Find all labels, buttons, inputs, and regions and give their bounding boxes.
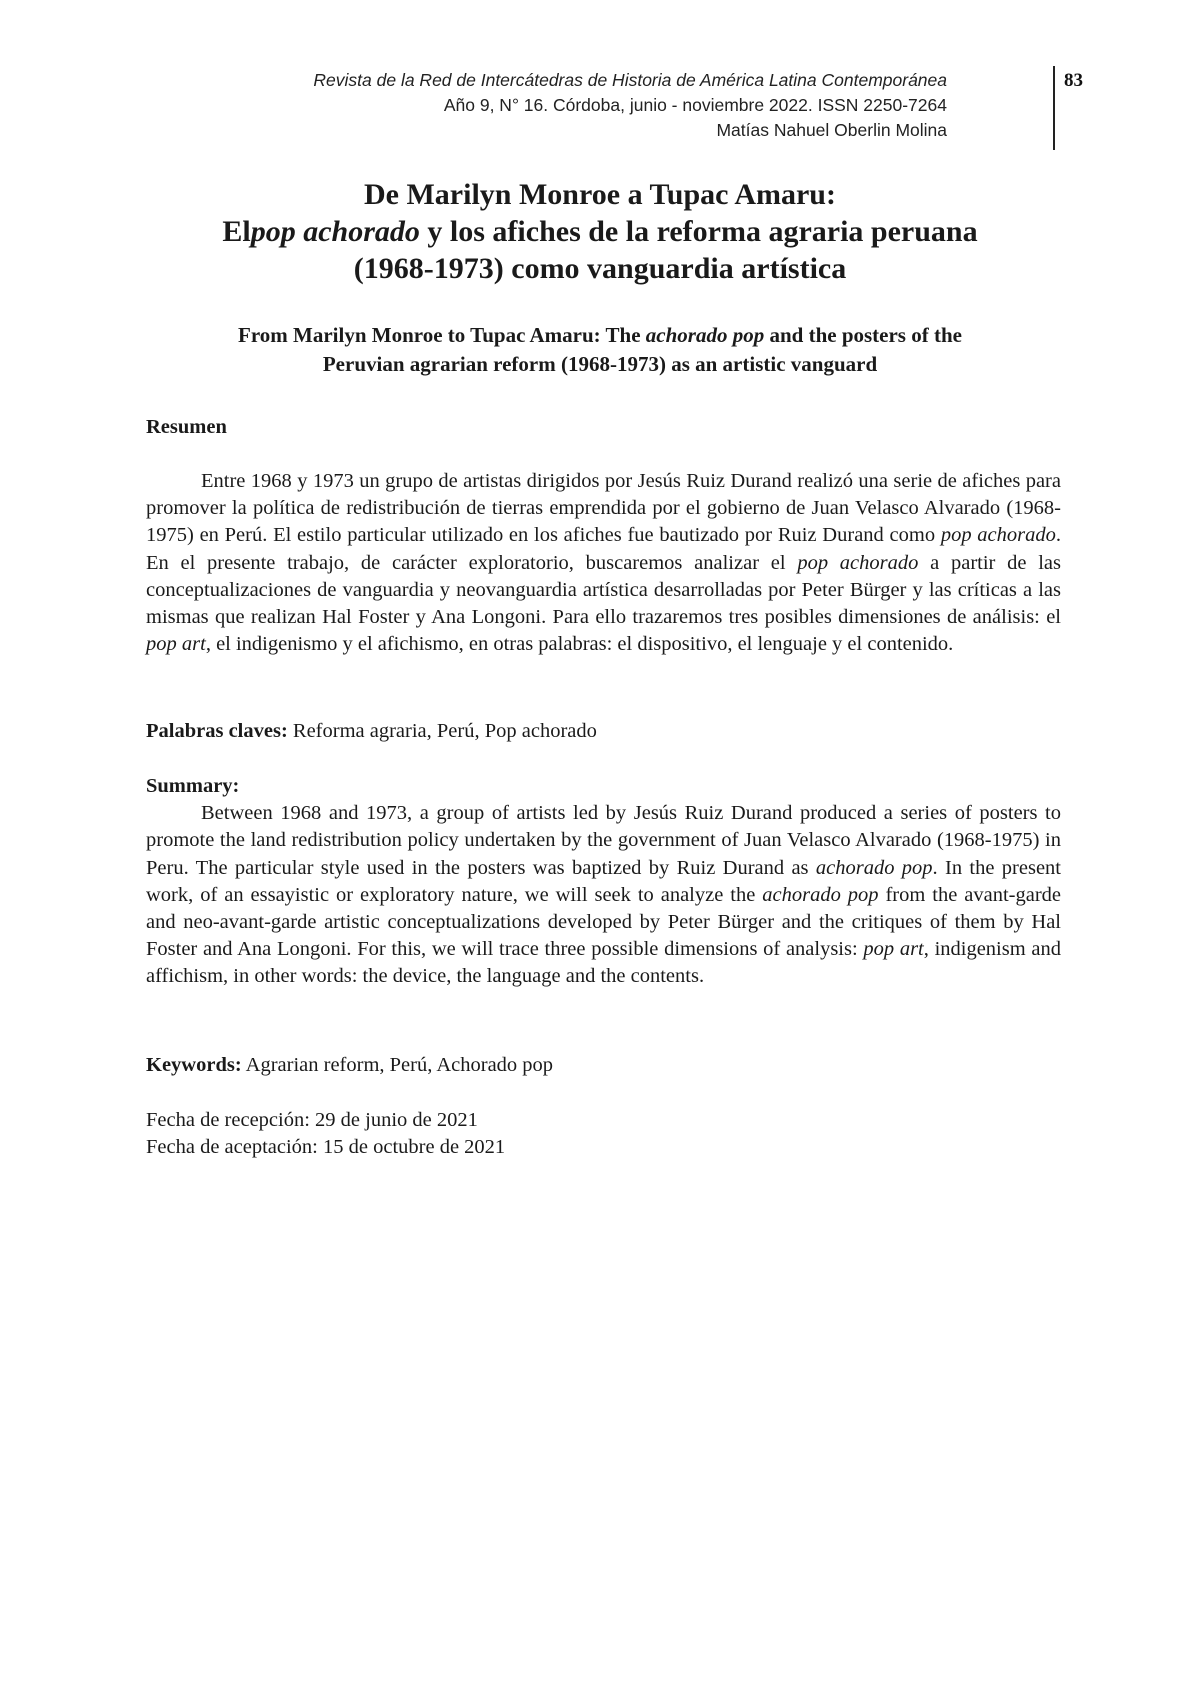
keywords-label: Keywords: [146, 1054, 242, 1076]
english-title-line-1 [100, 321, 1100, 350]
summary-text: , indigenism and affichism, in other words: the device, the language and the contents. [146, 938, 1061, 988]
palabras-claves-label: Palabras claves: [146, 720, 288, 742]
title-line-1: De Marilyn Monroe a Tupac Amaru: [364, 178, 836, 211]
summary-text: . In the present work, of an essayistic or exploratory nature, we will seek to analyze the [146, 856, 1061, 906]
page-number: 83 [1064, 70, 1083, 91]
english-title-italic-term: achorado pop [645, 323, 765, 347]
summary-text: from the avant-garde and neo-avant-garde artistic conceptualizations developed by Peter Bürger and the critiques of them by Hal Foster and Ana Longoni. For this, we will trace three possible dimensions of analysis: [146, 883, 1062, 961]
palabras-claves-value: Reforma agraria, Perú, Pop achorado [287, 720, 597, 742]
english-title-line-2: Peruvian agrarian reform (1968-1973) as an artistic vanguard [322, 352, 878, 376]
reception-date: Fecha de recepción: 29 de junio de 2021 [146, 1109, 478, 1131]
title-line-2 [100, 213, 1100, 250]
summary-italic-term: achorado pop [815, 856, 933, 879]
summary-italic-term: achorado pop [762, 883, 879, 906]
keywords-value: Agrarian reform, Perú, Achorado pop [241, 1054, 554, 1076]
acceptance-date: Fecha de aceptación: 15 de octubre de 2021 [146, 1136, 506, 1159]
english-title [100, 321, 1100, 379]
title-text: y los afiches de la reforma agraria peruana [419, 215, 978, 248]
resumen-text: , el indigenismo y el afichismo, en otras palabras: el dispositivo, el lenguaje y el contenido. [205, 633, 954, 656]
title-text: El [222, 215, 251, 248]
summary-heading: Summary: [146, 775, 240, 797]
running-header [313, 68, 947, 143]
article-dates [146, 1107, 1061, 1161]
title-italic-term: pop achorado [250, 215, 420, 248]
summary-paragraph [146, 800, 1061, 990]
resumen-heading-block [146, 414, 1061, 441]
palabras-claves [146, 718, 1061, 745]
summary-text: Between 1968 and 1973, a group of artists led by Jesús Ruiz Durand produced a series of posters to promote the land redistribution policy undertaken by the government of Juan Velasco Alvarado (1968-1975) in Peru. The particular style used in the posters was baptized by Ruiz Durand as [146, 802, 1061, 879]
resumen-heading: Resumen [146, 416, 227, 438]
resumen-text: Entre 1968 y 1973 un grupo de artistas dirigidos por Jesús Ruiz Durand realizó una serie de afiches para promover la política de redistribución de tierras emprendida por el gobierno de Juan Velasco Alvarado (1968-1975) en Perú. El estilo particular utilizado en los afiches fue bautizado por Ruiz Durand como [146, 470, 1061, 547]
header-divider [1053, 66, 1055, 150]
resumen-section [146, 468, 1061, 658]
title-line-3: (1968-1973) como vanguardia artística [353, 252, 847, 285]
english-title-text: From Marilyn Monroe to Tupac Amaru: The [238, 323, 646, 347]
resumen-italic-term: pop achorado [797, 551, 919, 574]
summary-section [146, 773, 1061, 991]
resumen-paragraph [146, 468, 1061, 658]
issue-info: Año 9, N° 16. Córdoba, junio - noviembre 2022. ISSN 2250-7264 [443, 95, 947, 115]
resumen-italic-term: pop achorado [940, 524, 1056, 547]
author-name: Matías Nahuel Oberlin Molina [716, 120, 947, 140]
english-title-text: and the posters of the [764, 323, 962, 347]
resumen-text: . En el presente trabajo, de carácter exploratorio, buscaremos analizar el [146, 524, 1062, 574]
summary-italic-term: pop art [863, 938, 924, 961]
resumen-italic-term: pop art [146, 633, 206, 656]
keywords [146, 1052, 1061, 1079]
journal-name: Revista de la Red de Intercátedras de Historia de América Latina Contemporánea [313, 70, 947, 90]
article-title [100, 176, 1100, 287]
resumen-text: a partir de las conceptualizaciones de vanguardia y neovanguardia artística desarrolladas por Peter Bürger y las críticas a las mismas que realizan Hal Foster y Ana Longoni. Para ello trazaremos tres posibles dimensiones de análisis: el [146, 551, 1061, 629]
